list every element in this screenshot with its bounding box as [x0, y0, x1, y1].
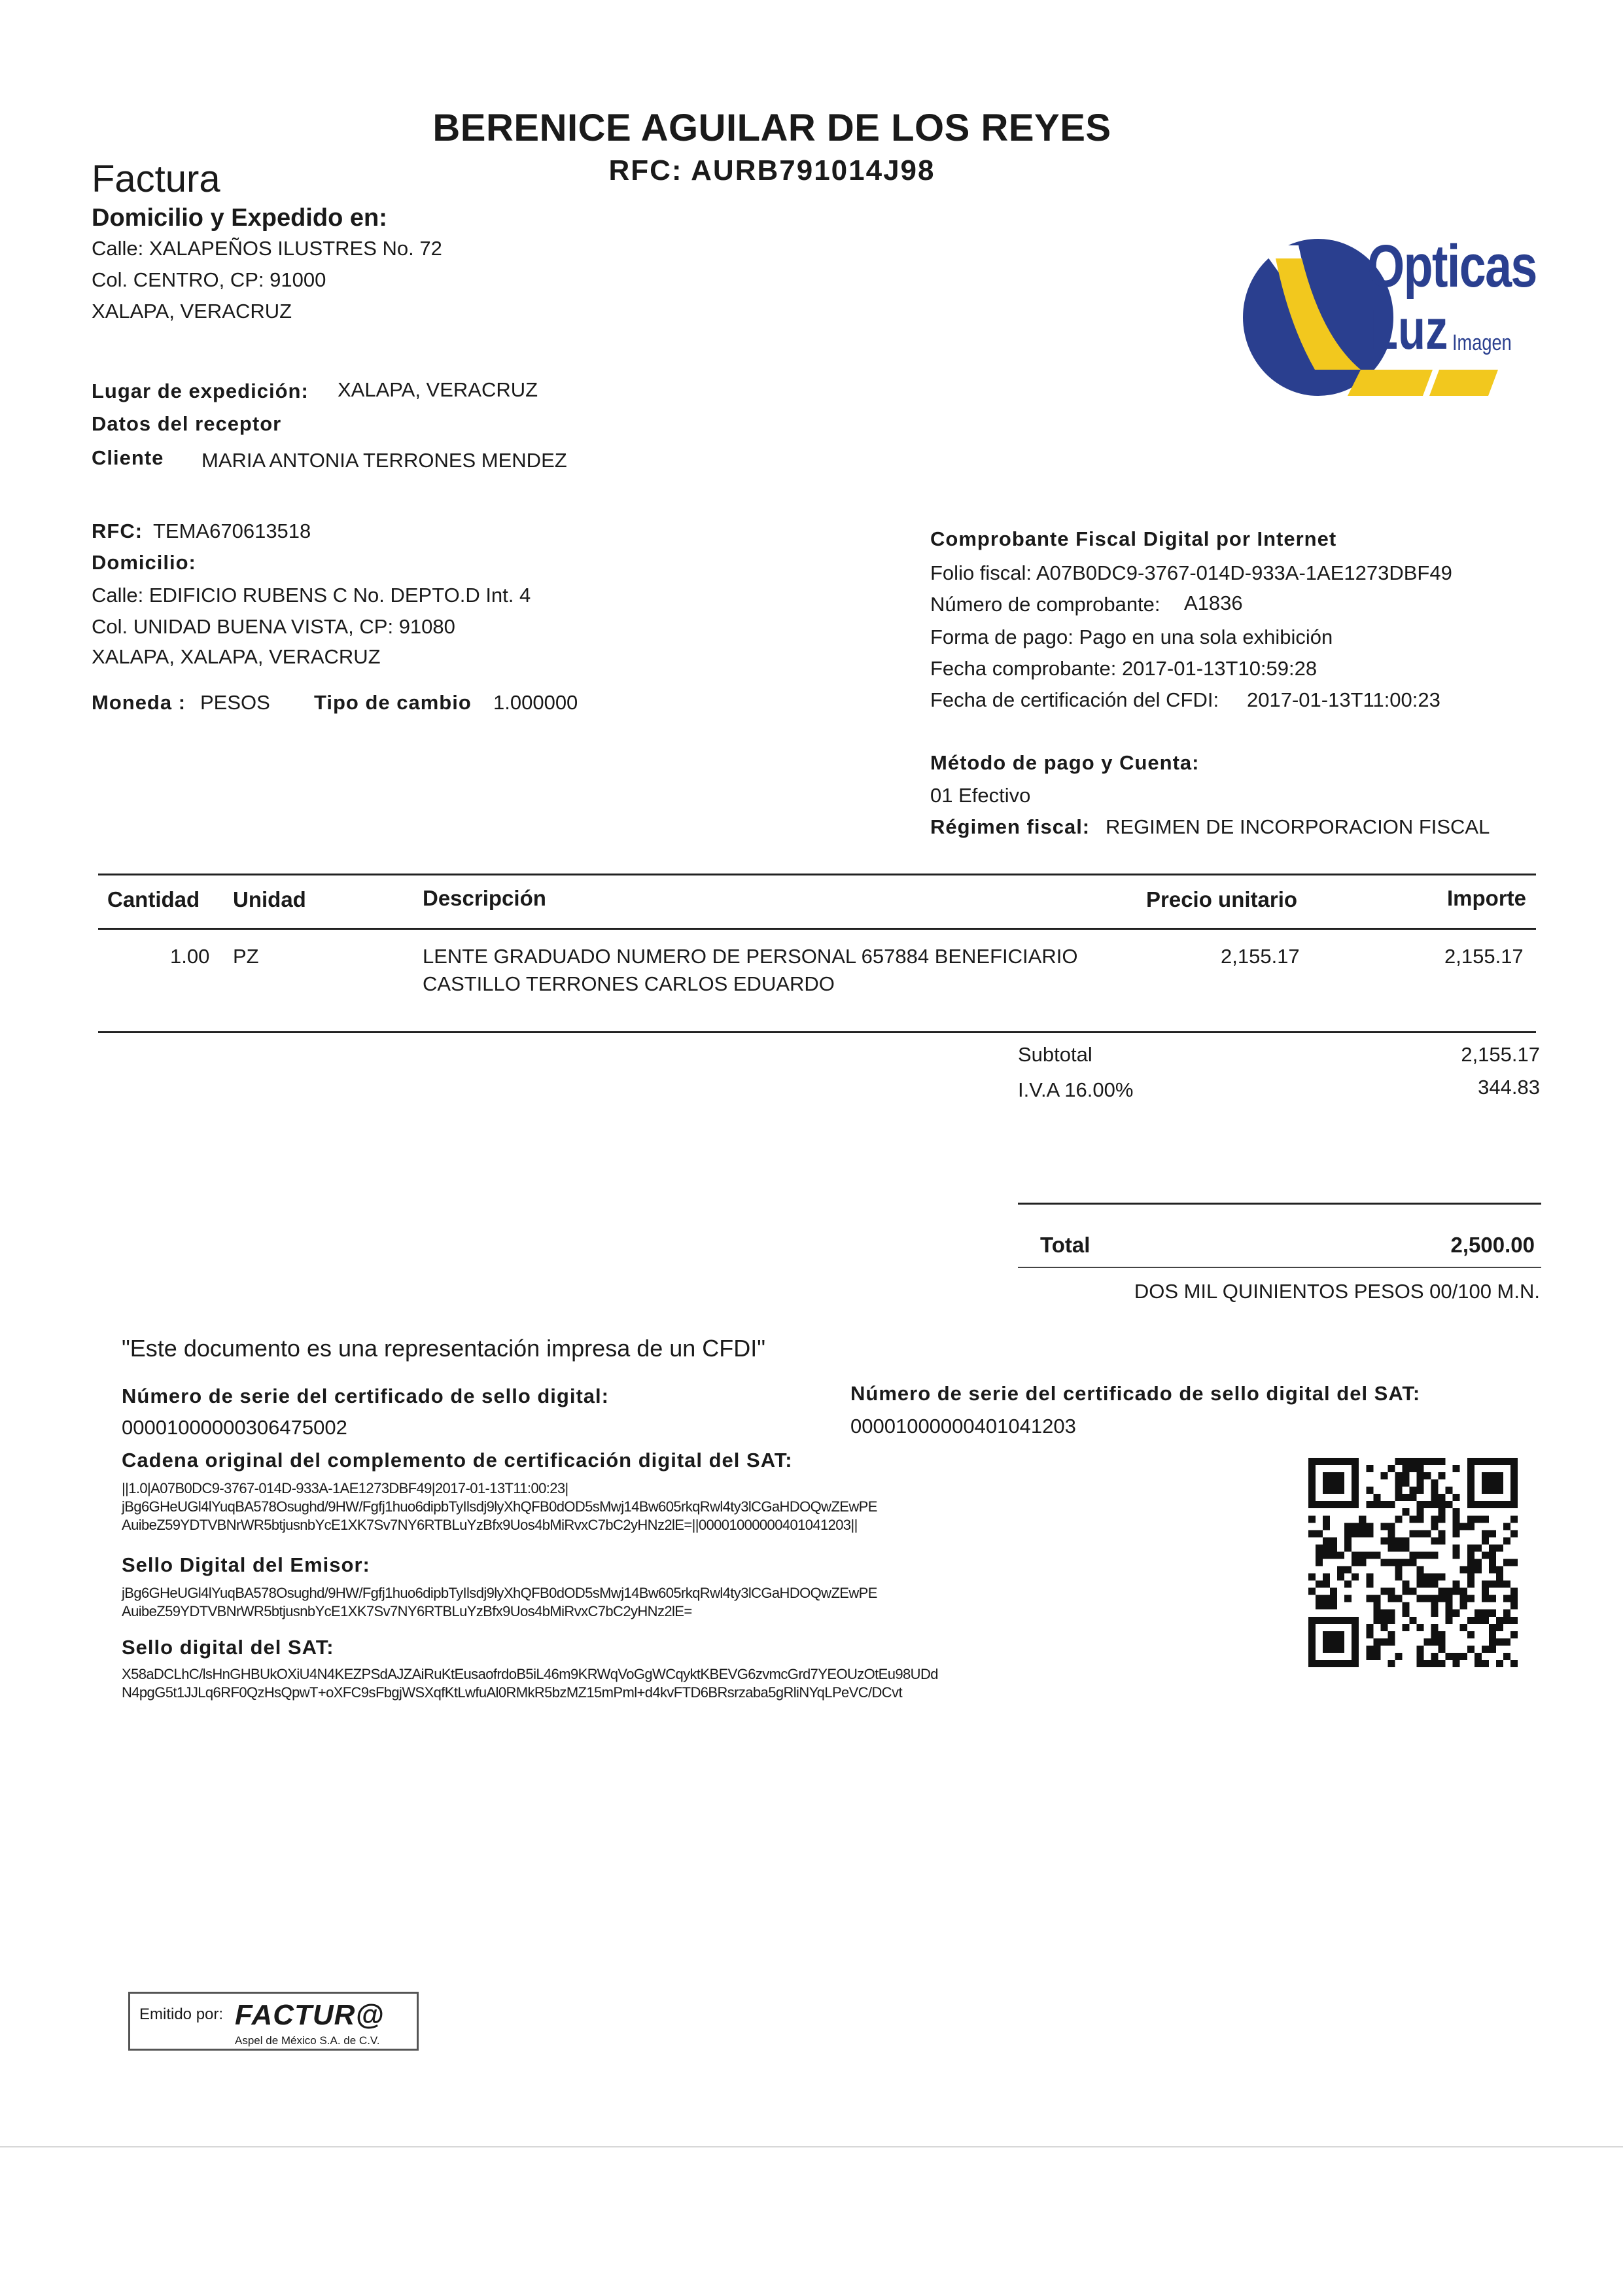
moneda-value: PESOS [200, 691, 270, 714]
row-precio: 2,155.17 [1221, 945, 1300, 968]
serie-certificado-value: 00001000000306475002 [122, 1416, 347, 1439]
emitido-por-stamp [128, 1992, 419, 2051]
sello-emisor-line: jBg6GHeUGl4lYuqBA578Osughd/9HW/Fgfj1huo6dipbTyIlsdj9lyXhQFB0dOD5sMwj14Bw605rkqRwl4ty3lCGaHDOQwZEwPE [122, 1585, 877, 1601]
fecha-certificacion-value: 2017-01-13T11:00:23 [1247, 688, 1440, 711]
logo-word-luz: Luz [1370, 298, 1448, 361]
issuer-rfc: RFC: AURB791014J98 [608, 154, 935, 186]
metodo-pago-value: 01 Efectivo [930, 784, 1031, 807]
issuer-address-line: Calle: XALAPEÑOS ILUSTRES No. 72 [92, 237, 442, 260]
row-importe: 2,155.17 [1444, 945, 1524, 968]
sello-sat-label: Sello digital del SAT: [122, 1636, 334, 1659]
serie-certificado-sat-value: 00001000000401041203 [850, 1415, 1076, 1438]
facture-brand: FACTUR@ [235, 1999, 385, 2031]
qr-code [1308, 1458, 1518, 1667]
sello-emisor-label: Sello Digital del Emisor: [122, 1553, 370, 1576]
table-bottom-rule [98, 1031, 1536, 1033]
subtotal-label: Subtotal [1018, 1043, 1092, 1066]
cliente-value: MARIA ANTONIA TERRONES MENDEZ [201, 449, 567, 472]
sello-sat-line: N4pgG5t1JJLq6RF0QzHsQpwT+oXFC9sFbgjWSXqfKtLwfuAl0RMkR5bzMZ15mPml+d4kvFTD6BRsrzaba5gRliNYqLPeVC/DCvt [122, 1684, 903, 1701]
sello-sat-line: X58aDCLhC/lsHnGHBUkOXiU4N4KEZPSdAJZAiRuKtEusaofrdoB5iL46m9KRWqVoGgWCqyktKBEVG6zvmcGrd7YEOUzOtEu98UDd [122, 1666, 938, 1682]
receptor-address-line: XALAPA, XALAPA, VERACRUZ [92, 645, 381, 668]
issuer-name: BERENICE AGUILAR DE LOS REYES [432, 107, 1111, 149]
cliente-label: Cliente [92, 446, 164, 469]
opticas-luz-logo [1236, 232, 1550, 429]
numero-comprobante-value: A1836 [1184, 592, 1243, 614]
datos-receptor-label: Datos del receptor [92, 412, 282, 435]
moneda-label: Moneda : [92, 691, 186, 714]
receptor-rfc-label: RFC: [92, 520, 143, 542]
subtotal-value: 2,155.17 [1461, 1043, 1540, 1066]
col-header-descripcion: Descripción [423, 886, 546, 910]
numero-comprobante-label: Número de comprobante: [930, 593, 1161, 616]
issuer-address-line: XALAPA, VERACRUZ [92, 300, 292, 323]
row-unidad: PZ [233, 945, 259, 968]
logo-word-opticas: Opticas [1367, 233, 1537, 300]
cadena-original-line: jBg6GHeUGl4lYuqBA578Osughd/9HW/Fgfj1huo6dipbTyIlsdj9lyXhQFB0dOD5sMwj14Bw605rkqRwl4ty3lCGaHDOQwZEwPE [122, 1498, 877, 1515]
receptor-address-line: Col. UNIDAD BUENA VISTA, CP: 91080 [92, 615, 455, 638]
total-value: 2,500.00 [1450, 1233, 1535, 1257]
iva-value: 344.83 [1478, 1076, 1540, 1099]
lugar-expedicion-value: XALAPA, VERACRUZ [338, 378, 538, 401]
fecha-comprobante: Fecha comprobante: 2017-01-13T10:59:28 [930, 657, 1318, 680]
tipo-cambio-value: 1.000000 [493, 691, 578, 714]
qr-code-icon [1308, 1458, 1518, 1667]
table-top-rule [98, 874, 1536, 875]
lugar-expedicion-label: Lugar de expedición: [92, 380, 309, 402]
tipo-cambio-label: Tipo de cambio [314, 691, 472, 714]
domicilio-title: Domicilio y Expedido en: [92, 204, 387, 232]
col-header-precio: Precio unitario [1146, 887, 1298, 911]
row-descripcion-cont: CASTILLO TERRONES CARLOS EDUARDO [423, 972, 835, 995]
document-type: Factura [92, 158, 220, 200]
receptor-domicilio-label: Domicilio: [92, 551, 196, 574]
col-header-unidad: Unidad [233, 887, 306, 911]
cfdi-title: Comprobante Fiscal Digital por Internet [930, 527, 1337, 550]
total-bottom-rule [1018, 1267, 1541, 1268]
logo-word-imagen: Imagen [1452, 330, 1512, 355]
emitido-por-label: Emitido por: [139, 2005, 224, 2023]
row-cantidad: 1.00 [170, 945, 210, 968]
regimen-fiscal-value: REGIMEN DE INCORPORACION FISCAL [1106, 815, 1490, 838]
table-header-rule [98, 928, 1536, 930]
fecha-certificacion-label: Fecha de certificación del CFDI: [930, 688, 1219, 711]
cadena-original-line: AuibeZ59YDTVBNrWR5btjusnbYcE1XK7Sv7NY6RTBLuYzBfx9Uos4bMiRvxC7bC2yHNz2lE=||00001000000401041203|| [122, 1517, 858, 1533]
amount-in-words: DOS MIL QUINIENTOS PESOS 00/100 M.N. [1134, 1280, 1540, 1303]
total-label: Total [1040, 1233, 1091, 1257]
col-header-importe: Importe [1447, 886, 1527, 910]
receptor-address-line: Calle: EDIFICIO RUBENS C No. DEPTO.D Int. 4 [92, 584, 531, 607]
receptor-rfc-value: TEMA670613518 [153, 520, 311, 542]
sello-emisor-line: AuibeZ59YDTVBNrWR5btjusnbYcE1XK7Sv7NY6RTBLuYzBfx9Uos4bMiRvxC7bC2yHNz2lE= [122, 1603, 692, 1619]
cadena-original-label: Cadena original del complemento de certificación digital del SAT: [122, 1449, 793, 1472]
row-descripcion: LENTE GRADUADO NUMERO DE PERSONAL 657884 BENEFICIARIO [423, 945, 1078, 968]
cfdi-representation-note: "Este documento es una representación impresa de un CFDI" [122, 1335, 766, 1362]
serie-certificado-label: Número de serie del certificado de sello digital: [122, 1385, 609, 1407]
facture-brand-sub: Aspel de México S.A. de C.V. [235, 2034, 380, 2047]
cadena-original-line: ||1.0|A07B0DC9-3767-014D-933A-1AE1273DBF49|2017-01-13T11:00:23| [122, 1480, 568, 1496]
scan-page-edge [0, 2146, 1623, 2147]
total-top-rule [1018, 1203, 1541, 1205]
col-header-cantidad: Cantidad [107, 887, 200, 911]
serie-certificado-sat-label: Número de serie del certificado de sello digital del SAT: [850, 1382, 1421, 1405]
issuer-address-line: Col. CENTRO, CP: 91000 [92, 268, 326, 291]
folio-fiscal: Folio fiscal: A07B0DC9-3767-014D-933A-1AE1273DBF49 [930, 561, 1452, 584]
iva-label: I.V.A 16.00% [1018, 1078, 1134, 1101]
metodo-pago-title: Método de pago y Cuenta: [930, 751, 1200, 774]
regimen-fiscal-label: Régimen fiscal: [930, 815, 1091, 838]
forma-pago: Forma de pago: Pago en una sola exhibición [930, 626, 1333, 648]
